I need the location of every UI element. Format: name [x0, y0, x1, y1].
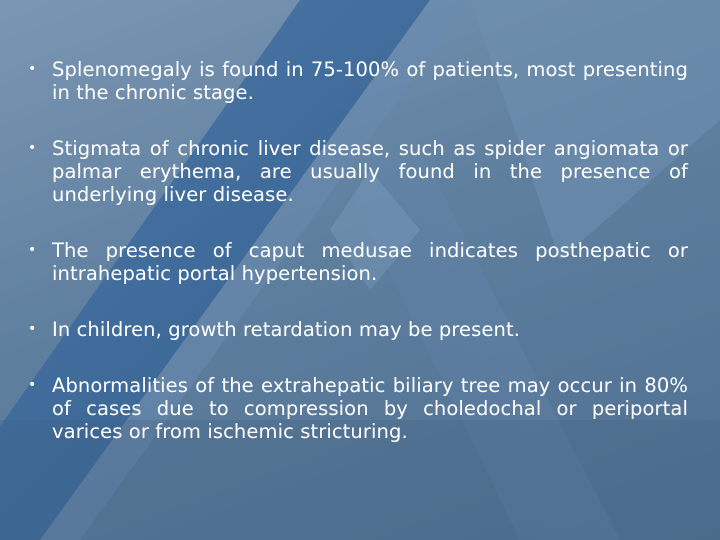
bullet-item	[28, 239, 688, 285]
bullet-item	[28, 374, 688, 443]
bullet-item	[28, 137, 688, 206]
bullet-text: The presence of caput medusae indicates posthepatic or intrahepatic portal hypertension.	[52, 239, 688, 285]
bullet-item	[28, 318, 688, 341]
bullet-dot-icon: •	[28, 140, 37, 156]
bullet-item	[28, 58, 688, 104]
bullet-text: In children, growth retardation may be present.	[52, 318, 521, 341]
bullet-dot-icon: •	[28, 61, 37, 77]
bullet-dot-icon: •	[28, 242, 37, 258]
bullet-dot-icon: •	[28, 377, 37, 393]
bullet-text: Stigmata of chronic liver disease, such as spider angiomata or palmar erythema, are usually found in the presence of underlying liver disease.	[52, 137, 688, 206]
bullet-list	[28, 58, 688, 443]
bullet-text: Abnormalities of the extrahepatic biliary tree may occur in 80% of cases due to compression by choledochal or periportal varices or from ischemic stricturing.	[52, 374, 688, 443]
bullet-dot-icon: •	[28, 321, 37, 337]
bullet-text: Splenomegaly is found in 75-100% of patients, most presenting in the chronic stage.	[52, 58, 688, 104]
